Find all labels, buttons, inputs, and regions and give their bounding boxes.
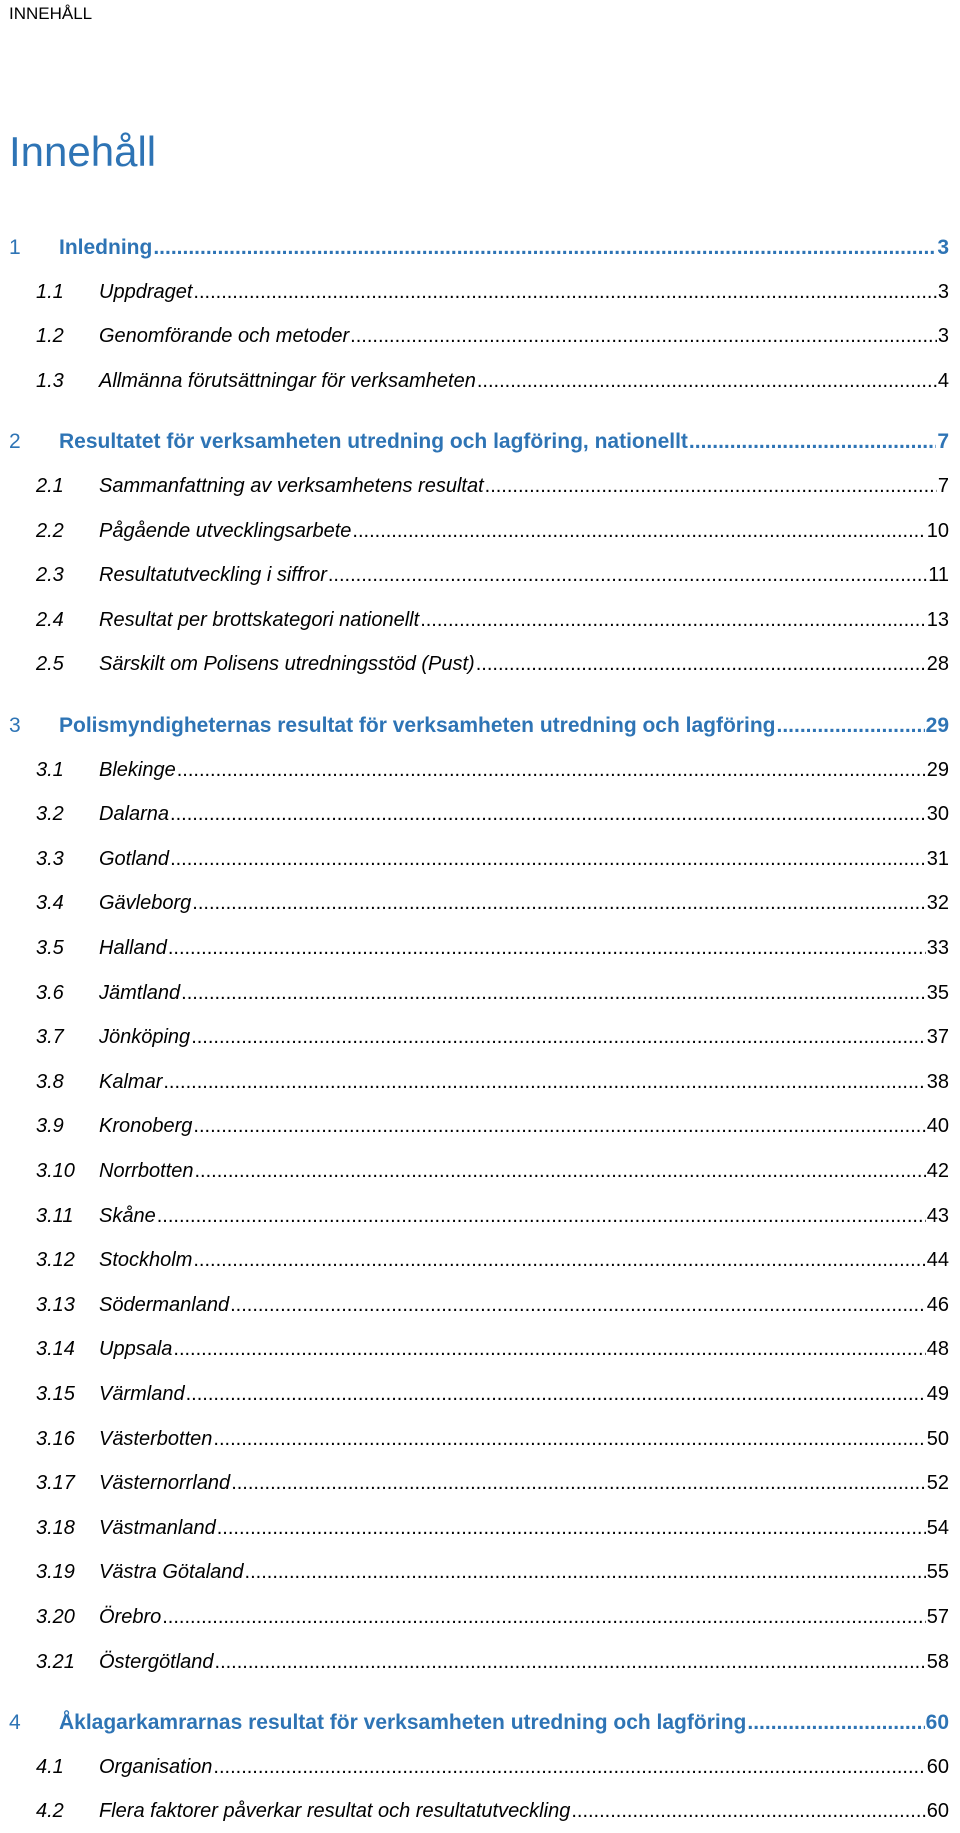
toc-entry-title: Uppsala bbox=[99, 1338, 173, 1360]
toc-section-entry[interactable] bbox=[9, 1026, 949, 1056]
toc-entry-page-number: 31 bbox=[926, 848, 949, 870]
toc-entry-number: 3.1 bbox=[36, 759, 64, 781]
toc-dot-leader bbox=[213, 1756, 925, 1779]
toc-entry-title: Västra Götaland bbox=[99, 1561, 244, 1583]
toc-entry-page-number: 29 bbox=[925, 714, 949, 737]
toc-entry-number: 3.7 bbox=[36, 1026, 64, 1048]
toc-entry-number: 1.1 bbox=[36, 281, 64, 303]
toc-entry-page-number: 35 bbox=[926, 982, 949, 1004]
toc-dot-leader bbox=[689, 430, 936, 454]
toc-entry-page-number: 10 bbox=[926, 520, 949, 542]
toc-entry-page-number: 38 bbox=[926, 1071, 949, 1093]
toc-section-entry[interactable] bbox=[9, 1800, 949, 1830]
toc-entry-number: 1.3 bbox=[36, 370, 64, 392]
toc-entry-number: 1.2 bbox=[36, 325, 64, 347]
toc-dot-leader bbox=[485, 475, 937, 498]
toc-entry-page-number: 3 bbox=[937, 325, 949, 347]
toc-entry-number: 3.9 bbox=[36, 1115, 64, 1137]
toc-entry-title: Dalarna bbox=[99, 803, 170, 825]
toc-entry-page-number: 30 bbox=[926, 803, 949, 825]
toc-dot-leader bbox=[168, 937, 926, 960]
toc-entry-number: 3.8 bbox=[36, 1071, 64, 1093]
toc-entry-number: 3.12 bbox=[36, 1249, 75, 1271]
toc-entry-title: Inledning bbox=[59, 236, 153, 259]
toc-entry-number: 3.15 bbox=[36, 1383, 75, 1405]
toc-entry-number: 3.14 bbox=[36, 1338, 75, 1360]
toc-section-entry[interactable] bbox=[9, 325, 949, 355]
toc-entry-page-number: 32 bbox=[926, 892, 949, 914]
toc-entry-number: 3.5 bbox=[36, 937, 64, 959]
toc-entry-page-number: 55 bbox=[926, 1561, 949, 1583]
toc-entry-number: 4.1 bbox=[36, 1756, 64, 1778]
toc-entry-number: 3.16 bbox=[36, 1428, 75, 1450]
toc-entry-page-number: 3 bbox=[937, 281, 949, 303]
toc-entry-number: 2 bbox=[9, 430, 21, 453]
toc-entry-title: Resultatet för verksamheten utredning och lagföring, nationellt bbox=[59, 430, 688, 453]
toc-entry-number: 4 bbox=[9, 1711, 21, 1734]
toc-section-entry[interactable] bbox=[9, 564, 949, 594]
toc-dot-leader bbox=[163, 1071, 925, 1094]
toc-entry-title: Blekinge bbox=[99, 759, 176, 781]
toc-entry-title: Flera faktorer påverkar resultat och resultatutveckling bbox=[99, 1800, 571, 1822]
toc-section-entry[interactable] bbox=[9, 1205, 949, 1235]
toc-entry-number: 1 bbox=[9, 236, 21, 259]
toc-entry-title: Kalmar bbox=[99, 1071, 163, 1093]
toc-entry-page-number: 7 bbox=[937, 430, 949, 453]
toc-entry-page-number: 46 bbox=[926, 1294, 949, 1316]
toc-entry-page-number: 11 bbox=[928, 564, 949, 586]
toc-section-entry[interactable] bbox=[9, 1338, 949, 1368]
toc-section-entry[interactable] bbox=[9, 803, 949, 833]
toc-dot-leader bbox=[177, 759, 926, 782]
toc-dot-leader bbox=[157, 1205, 926, 1228]
toc-entry-title: Värmland bbox=[99, 1383, 185, 1405]
toc-entry-page-number: 60 bbox=[926, 1800, 949, 1822]
toc-entry-number: 3.13 bbox=[36, 1294, 75, 1316]
toc-entry-number: 2.2 bbox=[36, 520, 64, 542]
toc-entry-page-number: 13 bbox=[926, 609, 949, 631]
toc-section-entry[interactable] bbox=[9, 1294, 949, 1324]
toc-entry-title: Halland bbox=[99, 937, 167, 959]
toc-entry-page-number: 43 bbox=[926, 1205, 949, 1227]
toc-dot-leader bbox=[193, 1249, 925, 1272]
toc-dot-leader bbox=[230, 1294, 926, 1317]
toc-section-entry[interactable] bbox=[9, 1383, 949, 1413]
toc-entry-number: 3.6 bbox=[36, 982, 64, 1004]
toc-dot-leader bbox=[195, 1160, 926, 1183]
toc-dot-leader bbox=[181, 982, 926, 1005]
toc-section-entry[interactable] bbox=[9, 1606, 949, 1636]
toc-entry-number: 3.4 bbox=[36, 892, 64, 914]
toc-entry-number: 3.20 bbox=[36, 1606, 75, 1628]
toc-entry-number: 2.1 bbox=[36, 475, 64, 497]
toc-entry-title: Södermanland bbox=[99, 1294, 230, 1316]
toc-entry-title: Jämtland bbox=[99, 982, 181, 1004]
toc-entry-title: Jönköping bbox=[99, 1026, 191, 1048]
toc-entry-title: Gävleborg bbox=[99, 892, 192, 914]
toc-dot-leader bbox=[173, 1338, 925, 1361]
toc-entry-title: Resultat per brottskategori nationellt bbox=[99, 609, 420, 631]
toc-dot-leader bbox=[186, 1383, 926, 1406]
toc-entry-page-number: 40 bbox=[926, 1115, 949, 1137]
toc-entry-page-number: 54 bbox=[926, 1517, 949, 1539]
toc-heading: Innehåll bbox=[9, 128, 157, 175]
toc-section-entry[interactable] bbox=[9, 937, 949, 967]
toc-entry-page-number: 3 bbox=[937, 236, 949, 259]
toc-entry-page-number: 29 bbox=[926, 759, 949, 781]
toc-dot-leader bbox=[170, 803, 926, 826]
toc-dot-leader bbox=[477, 370, 937, 393]
toc-entry-title: Örebro bbox=[99, 1606, 162, 1628]
toc-section-entry[interactable] bbox=[9, 1651, 949, 1681]
toc-section-entry[interactable] bbox=[9, 892, 949, 922]
toc-entry-number: 3 bbox=[9, 714, 21, 737]
toc-entry-title: Norrbotten bbox=[99, 1160, 194, 1182]
toc-section-entry[interactable] bbox=[9, 281, 949, 311]
toc-entry-number: 3.18 bbox=[36, 1517, 75, 1539]
toc-entry-page-number: 7 bbox=[937, 475, 949, 497]
toc-entry-title: Genomförande och metoder bbox=[99, 325, 350, 347]
toc-chapter-entry[interactable] bbox=[9, 430, 949, 460]
toc-section-entry[interactable] bbox=[9, 1428, 949, 1458]
toc-dot-leader bbox=[352, 520, 925, 543]
toc-dot-leader bbox=[776, 714, 924, 738]
toc-entry-number: 2.5 bbox=[36, 653, 64, 675]
toc-entry-page-number: 50 bbox=[926, 1428, 949, 1450]
toc-entry-title: Polismyndigheternas resultat för verksamheten utredning och lagföring bbox=[59, 714, 776, 737]
toc-entry-number: 3.3 bbox=[36, 848, 64, 870]
toc-section-entry[interactable] bbox=[9, 982, 949, 1012]
toc-section-entry[interactable] bbox=[9, 475, 949, 505]
toc-entry-page-number: 4 bbox=[937, 370, 949, 392]
toc-entry-title: Västernorrland bbox=[99, 1472, 231, 1494]
toc-entry-page-number: 37 bbox=[926, 1026, 949, 1048]
toc-entry-page-number: 42 bbox=[926, 1160, 949, 1182]
toc-entry-page-number: 44 bbox=[926, 1249, 949, 1271]
toc-entry-number: 3.17 bbox=[36, 1472, 75, 1494]
toc-dot-leader bbox=[193, 281, 936, 304]
toc-section-entry[interactable] bbox=[9, 1756, 949, 1786]
toc-dot-leader bbox=[170, 848, 926, 871]
toc-section-entry[interactable] bbox=[9, 653, 949, 683]
toc-entry-page-number: 60 bbox=[926, 1756, 949, 1778]
toc-section-entry[interactable] bbox=[9, 520, 949, 550]
toc-entry-page-number: 52 bbox=[926, 1472, 949, 1494]
toc-section-entry[interactable] bbox=[9, 1249, 949, 1279]
toc-chapter-entry[interactable] bbox=[9, 714, 949, 744]
toc-entry-page-number: 48 bbox=[926, 1338, 949, 1360]
toc-entry-page-number: 58 bbox=[926, 1651, 949, 1673]
toc-section-entry[interactable] bbox=[9, 1071, 949, 1101]
toc-dot-leader bbox=[153, 236, 936, 260]
toc-entry-page-number: 60 bbox=[925, 1711, 949, 1734]
toc-dot-leader bbox=[350, 325, 937, 348]
toc-entry-number: 3.11 bbox=[36, 1205, 74, 1227]
toc-entry-page-number: 57 bbox=[926, 1606, 949, 1628]
toc-dot-leader bbox=[162, 1606, 926, 1629]
toc-entry-number: 2.4 bbox=[36, 609, 64, 631]
toc-entry-title: Gotland bbox=[99, 848, 170, 870]
toc-dot-leader bbox=[328, 564, 927, 587]
toc-dot-leader bbox=[231, 1472, 926, 1495]
toc-entry-title: Västerbotten bbox=[99, 1428, 213, 1450]
toc-entry-number: 3.19 bbox=[36, 1561, 75, 1583]
toc-dot-leader bbox=[192, 892, 925, 915]
toc-entry-title: Skåne bbox=[99, 1205, 156, 1227]
toc-section-entry[interactable] bbox=[9, 609, 949, 639]
toc-section-entry[interactable] bbox=[9, 759, 949, 789]
toc-dot-leader bbox=[213, 1428, 925, 1451]
toc-entry-page-number: 28 bbox=[926, 653, 949, 675]
toc-chapter-entry[interactable] bbox=[9, 236, 949, 266]
toc-section-entry[interactable] bbox=[9, 1517, 949, 1547]
running-header: INNEHÅLL bbox=[9, 4, 93, 23]
toc-entry-number: 4.2 bbox=[36, 1800, 64, 1822]
toc-section-entry[interactable] bbox=[9, 1561, 949, 1591]
toc-section-entry[interactable] bbox=[9, 1115, 949, 1145]
toc-entry-number: 3.2 bbox=[36, 803, 64, 825]
toc-entry-title: Allmänna förutsättningar för verksamheten bbox=[99, 370, 476, 392]
toc-entry-title: Särskilt om Polisens utredningsstöd (Pust) bbox=[99, 653, 475, 675]
toc-entry-title: Resultatutveckling i siffror bbox=[99, 564, 327, 586]
toc-dot-leader bbox=[571, 1800, 925, 1823]
toc-dot-leader bbox=[217, 1517, 926, 1540]
toc-entry-title: Västmanland bbox=[99, 1517, 216, 1539]
toc-chapter-entry[interactable] bbox=[9, 1711, 949, 1741]
toc-dot-leader bbox=[215, 1651, 926, 1674]
toc-entry-title: Organisation bbox=[99, 1756, 213, 1778]
toc-dot-leader bbox=[476, 653, 926, 676]
toc-entry-title: Östergötland bbox=[99, 1651, 214, 1673]
toc-entry-title: Uppdraget bbox=[99, 281, 193, 303]
toc-entry-title: Kronoberg bbox=[99, 1115, 193, 1137]
toc-entry-title: Stockholm bbox=[99, 1249, 193, 1271]
toc-section-entry[interactable] bbox=[9, 1472, 949, 1502]
toc-entry-page-number: 49 bbox=[926, 1383, 949, 1405]
toc-section-entry[interactable] bbox=[9, 848, 949, 878]
toc-entry-title: Pågående utvecklingsarbete bbox=[99, 520, 352, 542]
toc-dot-leader bbox=[193, 1115, 925, 1138]
toc-section-entry[interactable] bbox=[9, 1160, 949, 1190]
toc-dot-leader bbox=[420, 609, 926, 632]
toc-dot-leader bbox=[245, 1561, 926, 1584]
toc-entry-number: 3.10 bbox=[36, 1160, 75, 1182]
toc-entry-title: Åklagarkamrarnas resultat för verksamheten utredning och lagföring bbox=[59, 1711, 747, 1734]
toc-entry-title: Sammanfattning av verksamhetens resultat bbox=[99, 475, 484, 497]
toc-dot-leader bbox=[747, 1711, 924, 1735]
toc-entry-number: 2.3 bbox=[36, 564, 64, 586]
toc-dot-leader bbox=[191, 1026, 926, 1049]
toc-entry-number: 3.21 bbox=[36, 1651, 75, 1673]
toc-section-entry[interactable] bbox=[9, 370, 949, 400]
toc-entry-page-number: 33 bbox=[926, 937, 949, 959]
